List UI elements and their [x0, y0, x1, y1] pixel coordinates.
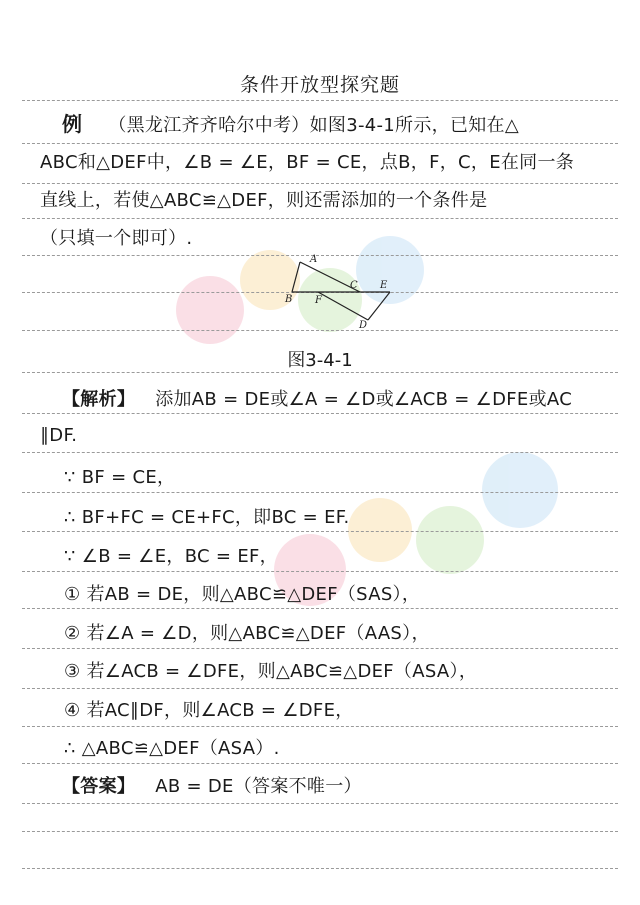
point-label-d: D [359, 320, 368, 331]
ruled-line [22, 531, 618, 532]
ruled-line [22, 452, 618, 453]
ruled-line [22, 492, 618, 493]
analysis-line-10: ∴ △ABC≌△DEF（ASA）. [64, 738, 280, 759]
ruled-line [22, 726, 618, 727]
point-label-f: F [315, 295, 322, 306]
analysis-label: 【解析】 [62, 389, 136, 410]
example-line-2: ABC和△DEF中，∠B = ∠E，BF = CE，点B，F，C，E在同一条 [40, 152, 575, 173]
example-text: （黑龙江齐齐哈尔中考）如图3-4-1所示，已知在△ [108, 115, 519, 136]
ruled-line [22, 183, 618, 184]
ruled-line [22, 803, 618, 804]
ruled-line [22, 100, 618, 101]
analysis-line-6: ① 若AB = DE，则△ABC≌△DEF（SAS）， [64, 584, 421, 605]
ruled-line [22, 413, 618, 414]
ruled-line [22, 688, 618, 689]
ruled-line [22, 831, 618, 832]
answer-label: 【答案】 [62, 776, 136, 797]
point-label-c: C [350, 280, 358, 291]
analysis-line-1 [62, 385, 610, 411]
example-line-1 [40, 108, 610, 137]
geometry-figure [230, 250, 400, 340]
analysis-line-9: ④ 若AC∥DF，则∠ACB = ∠DFE， [64, 700, 354, 721]
ruled-line [22, 868, 618, 869]
ruled-line [22, 143, 618, 144]
ruled-line [22, 763, 618, 764]
analysis-text: 添加AB = DE或∠A = ∠D或∠ACB = ∠DFE或AC [155, 389, 573, 410]
analysis-line-5: ∵ ∠B = ∠E，BC = EF， [64, 546, 278, 567]
ruled-line [22, 648, 618, 649]
point-label-e: E [380, 280, 388, 291]
point-label-b: B [285, 294, 293, 305]
analysis-line-8: ③ 若∠ACB = ∠DFE，则△ABC≌△DEF（ASA）， [64, 661, 478, 682]
ruled-line [22, 372, 618, 373]
example-line-4: （只填一个即可）. [40, 228, 193, 249]
page-title: 条件开放型探究题 [239, 74, 400, 96]
point-label-a: A [310, 254, 318, 265]
figure-caption: 图3-4-1 [287, 350, 353, 371]
ruled-line [22, 218, 618, 219]
ruled-line [22, 608, 618, 609]
answer-text: AB = DE（答案不唯一） [155, 776, 362, 797]
analysis-line-2: ∥DF. [40, 425, 78, 446]
answer-line [62, 772, 610, 798]
ruled-line [22, 571, 618, 572]
example-label: 例 [62, 112, 83, 136]
analysis-line-3: ∵ BF = CE， [64, 467, 176, 488]
analysis-line-4: ∴ BF+FC = CE+FC，即BC = EF. [64, 507, 350, 528]
analysis-line-7: ② 若∠A = ∠D，则△ABC≌△DEF（AAS）， [64, 623, 430, 644]
example-line-3: 直线上，若使△ABC≌△DEF，则还需添加的一个条件是 [40, 190, 488, 211]
